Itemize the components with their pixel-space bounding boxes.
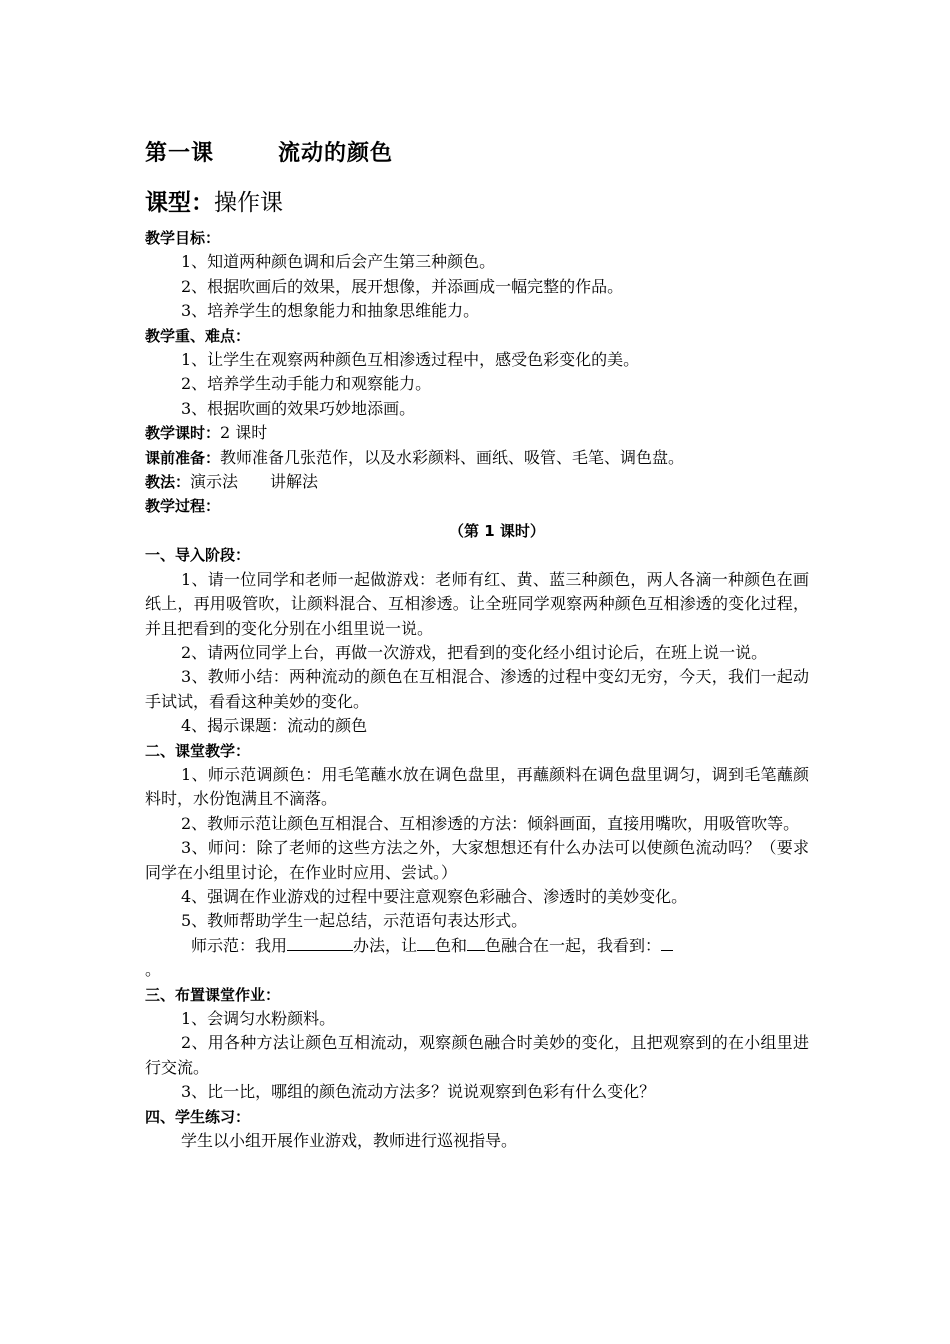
section2-item: 5、教师帮助学生一起总结，示范语句表达形式。 xyxy=(181,911,528,931)
section2-item: 3、师问：除了老师的这些方法之外，大家想想还有什么办法可以使颜色流动吗？（要求同学在小组里讨论，在作业时应用、尝试。） xyxy=(145,838,809,882)
key-point-item: 2、培养学生动手能力和观察能力。 xyxy=(181,374,432,394)
lesson-number: 第一课 xyxy=(145,141,215,166)
method-label: 教法： xyxy=(145,473,191,492)
lesson-type-label: 课型： xyxy=(145,190,214,216)
key-points-heading: 教学重、难点： xyxy=(145,326,251,345)
fill-blank xyxy=(417,934,435,951)
lesson-title xyxy=(145,136,393,167)
section1-item: 2、请两位同学上台，再做一次游戏，把看到的变化经小组讨论后，在班上说一说。 xyxy=(181,642,768,662)
section1-heading: 一、导入阶段： xyxy=(145,546,251,565)
objective-item: 1、知道两种颜色调和后会产生第三种颜色。 xyxy=(181,252,496,272)
section4-item: 学生以小组开展作业游戏，教师进行巡视指导。 xyxy=(181,1131,518,1151)
section2-item: 1、师示范调颜色：用毛笔蘸水放在调色盘里，再蘸颜料在调色盘里调匀，调到毛笔蘸颜料时，水份饱满且不滴落。 xyxy=(145,764,809,809)
prep-label: 课前准备： xyxy=(145,448,221,467)
demo-part: 师示范：我用 xyxy=(191,935,288,955)
prep-value: 教师准备几张范作，以及水彩颜料、画纸、吸管、毛笔、调色盘。 xyxy=(220,447,685,467)
demo-part: 色和 xyxy=(435,935,468,955)
lesson-type xyxy=(145,184,283,217)
fill-blank xyxy=(287,934,353,951)
hours-value: 2 课时 xyxy=(220,423,268,443)
method-value: 演示法 讲解法 xyxy=(190,472,319,492)
objectives-heading: 教学目标： xyxy=(145,229,221,247)
key-point-item: 1、让学生在观察两种颜色互相渗透过程中，感受色彩变化的美。 xyxy=(181,350,640,370)
demo-part: 色融合在一起，我看到： xyxy=(485,935,662,955)
method-line xyxy=(145,470,809,494)
section3-item: 2、用各种方法让颜色互相流动，观察颜色融合时美妙的变化，且把观察到的在小组里进行交流。 xyxy=(145,1033,809,1077)
hours-line xyxy=(145,421,809,445)
fill-blank xyxy=(661,934,673,951)
period-label: （第 1 课时） xyxy=(449,521,545,540)
section3-item: 1、会调匀水粉颜料。 xyxy=(181,1009,336,1028)
section2-item: 4、强调在作业游戏的过程中要注意观察色彩融合、渗透时的美妙变化。 xyxy=(181,886,688,906)
demo-sentence xyxy=(145,934,809,958)
section4-heading: 四、学生练习： xyxy=(145,1107,251,1126)
hours-label: 教学课时： xyxy=(145,424,221,443)
demo-end: 。 xyxy=(145,960,162,980)
section3-heading: 三、布置课堂作业： xyxy=(145,985,281,1004)
section3-item: 3、比一比，哪组的颜色流动方法多？说说观察到色彩有什么变化？ xyxy=(181,1082,656,1102)
prep-line xyxy=(145,446,809,470)
fill-blank xyxy=(467,934,485,951)
objective-item: 3、培养学生的想象能力和抽象思维能力。 xyxy=(181,301,480,321)
key-point-item: 3、根据吹画的效果巧妙地添画。 xyxy=(181,398,416,418)
section2-item: 2、教师示范让颜色互相混合、互相渗透的方法：倾斜画面，直接用嘴吹，用吸管吹等。 xyxy=(181,813,800,833)
lesson-name: 流动的颜色 xyxy=(278,141,394,166)
objective-item: 2、根据吹画后的效果，展开想像，并添画成一幅完整的作品。 xyxy=(181,276,624,296)
section2-heading: 二、课堂教学： xyxy=(145,741,251,760)
demo-part: 办法，让 xyxy=(353,935,418,955)
process-heading: 教学过程： xyxy=(145,497,221,516)
document-body xyxy=(145,226,809,1153)
section1-item: 4、揭示课题：流动的颜色 xyxy=(181,716,368,736)
section1-item: 1、请一位同学和老师一起做游戏：老师有红、黄、蓝三种颜色，两人各滴一种颜色在画纸上，再用吸管吹，让颜料混合、互相渗透。让全班同学观察两种颜色互相渗透的变化过程，并且把看到的变化分别在小组里说一说。 xyxy=(145,569,809,638)
section1-item: 3、教师小结：两种流动的颜色在互相混合、渗透的过程中变幻无穷，今天，我们一起动手试试，看看这种美妙的变化。 xyxy=(145,667,809,711)
lesson-type-value: 操作课 xyxy=(214,190,283,216)
